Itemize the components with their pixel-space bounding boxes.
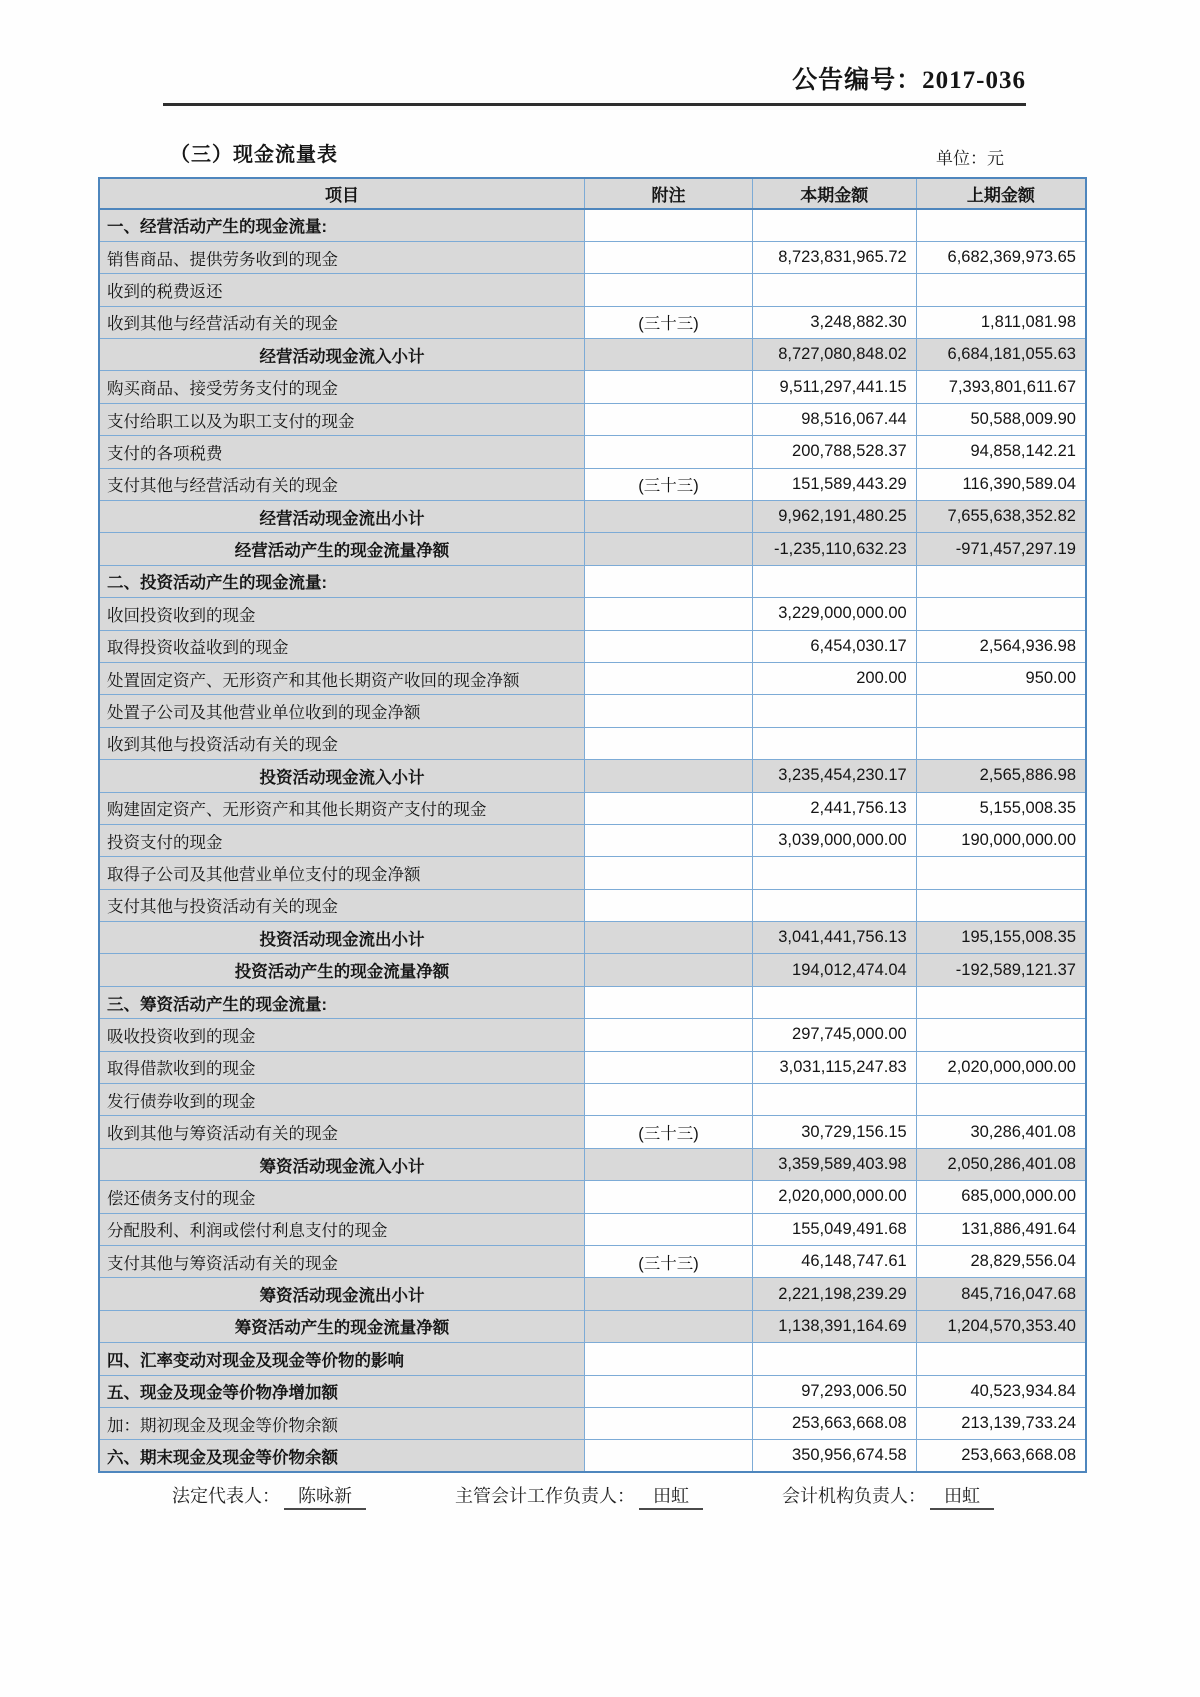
table-row — [99, 727, 1086, 759]
table-row — [99, 695, 1086, 727]
table-row — [99, 1310, 1086, 1342]
note-cell — [585, 1213, 753, 1245]
current-amount-cell: 155,049,491.68 — [752, 1213, 916, 1245]
current-amount-cell: 2,020,000,000.00 — [752, 1181, 916, 1213]
note-cell — [585, 241, 753, 273]
item-cell: 取得子公司及其他营业单位支付的现金净额 — [99, 857, 585, 889]
current-amount-cell: 30,729,156.15 — [752, 1116, 916, 1148]
item-cell: 处置固定资产、无形资产和其他长期资产收回的现金净额 — [99, 662, 585, 694]
note-cell — [585, 857, 753, 889]
prior-amount-cell — [916, 274, 1086, 306]
item-cell: 投资活动现金流入小计 — [99, 760, 585, 792]
item-cell: 购建固定资产、无形资产和其他长期资产支付的现金 — [99, 792, 585, 824]
prior-amount-cell: 6,684,181,055.63 — [916, 339, 1086, 371]
note-cell — [585, 598, 753, 630]
note-cell — [585, 954, 753, 986]
current-amount-cell: 8,723,831,965.72 — [752, 241, 916, 273]
column-header-item: 项目 — [99, 178, 585, 209]
table-row — [99, 403, 1086, 435]
prior-amount-cell — [916, 1084, 1086, 1116]
legal-rep-name: 陈咏新 — [284, 1482, 366, 1510]
accounting-dept-name: 田虹 — [930, 1482, 994, 1510]
item-cell: 五、现金及现金等价物净增加额 — [99, 1375, 585, 1407]
item-cell: 取得投资收益收到的现金 — [99, 630, 585, 662]
table-row — [99, 468, 1086, 500]
cash-flow-table — [98, 177, 1087, 1473]
current-amount-cell: 200,788,528.37 — [752, 436, 916, 468]
item-cell: 筹资活动现金流入小计 — [99, 1148, 585, 1180]
item-cell: 收到其他与经营活动有关的现金 — [99, 306, 585, 338]
item-cell: 加：期初现金及现金等价物余额 — [99, 1407, 585, 1439]
current-amount-cell: -1,235,110,632.23 — [752, 533, 916, 565]
table-row — [99, 954, 1086, 986]
signature-line — [0, 1482, 1200, 1512]
note-cell — [585, 630, 753, 662]
prior-amount-cell: 685,000,000.00 — [916, 1181, 1086, 1213]
prior-amount-cell: 845,716,047.68 — [916, 1278, 1086, 1310]
prior-amount-cell: 6,682,369,973.65 — [916, 241, 1086, 273]
current-amount-cell — [752, 1084, 916, 1116]
prior-amount-cell: -192,589,121.37 — [916, 954, 1086, 986]
note-cell — [585, 986, 753, 1018]
item-cell: 投资活动现金流出小计 — [99, 922, 585, 954]
table-row — [99, 1375, 1086, 1407]
table-row — [99, 306, 1086, 338]
note-cell — [585, 889, 753, 921]
item-cell: 筹资活动现金流出小计 — [99, 1278, 585, 1310]
prior-amount-cell: 7,393,801,611.67 — [916, 371, 1086, 403]
prior-amount-cell: 2,020,000,000.00 — [916, 1051, 1086, 1083]
note-cell — [585, 1343, 753, 1375]
table-row — [99, 1116, 1086, 1148]
chief-accountant-name: 田虹 — [639, 1482, 703, 1510]
prior-amount-cell: 213,139,733.24 — [916, 1407, 1086, 1439]
note-cell — [585, 1310, 753, 1342]
current-amount-cell: 9,962,191,480.25 — [752, 501, 916, 533]
prior-amount-cell: 131,886,491.64 — [916, 1213, 1086, 1245]
table-row — [99, 792, 1086, 824]
statement-title: （三）现金流量表 — [170, 144, 338, 166]
current-amount-cell: 1,138,391,164.69 — [752, 1310, 916, 1342]
legal-representative — [172, 1482, 366, 1510]
prior-amount-cell: 190,000,000.00 — [916, 824, 1086, 856]
table-row — [99, 598, 1086, 630]
prior-amount-cell: 2,564,936.98 — [916, 630, 1086, 662]
item-cell: 吸收投资收到的现金 — [99, 1019, 585, 1051]
item-cell: 发行债券收到的现金 — [99, 1084, 585, 1116]
prior-amount-cell: 2,565,886.98 — [916, 760, 1086, 792]
note-cell — [585, 1375, 753, 1407]
item-cell: 筹资活动产生的现金流量净额 — [99, 1310, 585, 1342]
note-cell — [585, 371, 753, 403]
prior-amount-cell — [916, 695, 1086, 727]
item-cell: 二、投资活动产生的现金流量: — [99, 565, 585, 597]
current-amount-cell — [752, 565, 916, 597]
column-header-current-amount: 本期金额 — [752, 178, 916, 209]
table-row — [99, 1084, 1086, 1116]
column-header-note: 附注 — [585, 178, 753, 209]
table-row — [99, 533, 1086, 565]
current-amount-cell — [752, 986, 916, 1018]
note-cell — [585, 1148, 753, 1180]
item-cell: 支付给职工以及为职工支付的现金 — [99, 403, 585, 435]
item-cell: 经营活动现金流出小计 — [99, 501, 585, 533]
prior-amount-cell: 94,858,142.21 — [916, 436, 1086, 468]
table-row — [99, 1148, 1086, 1180]
item-cell: 偿还债务支付的现金 — [99, 1181, 585, 1213]
cash-flow-table-body — [99, 209, 1086, 1472]
prior-amount-cell — [916, 889, 1086, 921]
note-cell — [585, 436, 753, 468]
item-cell: 处置子公司及其他营业单位收到的现金净额 — [99, 695, 585, 727]
note-cell — [585, 339, 753, 371]
prior-amount-cell — [916, 209, 1086, 241]
note-cell — [585, 1407, 753, 1439]
current-amount-cell — [752, 695, 916, 727]
item-cell: 支付的各项税费 — [99, 436, 585, 468]
current-amount-cell: 253,663,668.08 — [752, 1407, 916, 1439]
current-amount-cell — [752, 209, 916, 241]
table-row — [99, 922, 1086, 954]
prior-amount-cell: 195,155,008.35 — [916, 922, 1086, 954]
note-cell — [585, 1278, 753, 1310]
prior-amount-cell: 28,829,556.04 — [916, 1246, 1086, 1278]
current-amount-cell — [752, 857, 916, 889]
note-cell — [585, 824, 753, 856]
current-amount-cell — [752, 889, 916, 921]
note-cell — [585, 533, 753, 565]
prior-amount-cell — [916, 1343, 1086, 1375]
note-cell — [585, 727, 753, 759]
note-cell — [585, 274, 753, 306]
table-row — [99, 857, 1086, 889]
table-row — [99, 986, 1086, 1018]
current-amount-cell — [752, 1343, 916, 1375]
header-divider-line — [163, 103, 1026, 106]
item-cell: 投资活动产生的现金流量净额 — [99, 954, 585, 986]
item-cell: 三、筹资活动产生的现金流量: — [99, 986, 585, 1018]
item-cell: 投资支付的现金 — [99, 824, 585, 856]
current-amount-cell: 151,589,443.29 — [752, 468, 916, 500]
note-cell — [585, 209, 753, 241]
note-cell — [585, 1440, 753, 1472]
prior-amount-cell: -971,457,297.19 — [916, 533, 1086, 565]
prior-amount-cell: 50,588,009.90 — [916, 403, 1086, 435]
table-row — [99, 630, 1086, 662]
item-cell: 经营活动产生的现金流量净额 — [99, 533, 585, 565]
note-cell — [585, 1019, 753, 1051]
current-amount-cell: 8,727,080,848.02 — [752, 339, 916, 371]
table-row — [99, 1440, 1086, 1472]
table-row — [99, 241, 1086, 273]
note-cell: (三十三) — [585, 1116, 753, 1148]
current-amount-cell: 3,039,000,000.00 — [752, 824, 916, 856]
table-row — [99, 760, 1086, 792]
table-row — [99, 662, 1086, 694]
note-cell — [585, 922, 753, 954]
table-row — [99, 371, 1086, 403]
table-row — [99, 274, 1086, 306]
note-cell — [585, 695, 753, 727]
prior-amount-cell: 30,286,401.08 — [916, 1116, 1086, 1148]
prior-amount-cell: 5,155,008.35 — [916, 792, 1086, 824]
item-cell: 六、期末现金及现金等价物余额 — [99, 1440, 585, 1472]
table-row — [99, 824, 1086, 856]
legal-rep-label: 法定代表人： — [172, 1486, 280, 1506]
item-cell: 支付其他与经营活动有关的现金 — [99, 468, 585, 500]
prior-amount-cell — [916, 598, 1086, 630]
current-amount-cell — [752, 727, 916, 759]
prior-amount-cell — [916, 857, 1086, 889]
current-amount-cell: 2,441,756.13 — [752, 792, 916, 824]
current-amount-cell: 3,248,882.30 — [752, 306, 916, 338]
current-amount-cell: 6,454,030.17 — [752, 630, 916, 662]
table-row — [99, 1278, 1086, 1310]
note-cell — [585, 792, 753, 824]
item-cell: 四、汇率变动对现金及现金等价物的影响 — [99, 1343, 585, 1375]
item-cell: 收到其他与投资活动有关的现金 — [99, 727, 585, 759]
note-cell: (三十三) — [585, 468, 753, 500]
current-amount-cell: 2,221,198,239.29 — [752, 1278, 916, 1310]
current-amount-cell: 297,745,000.00 — [752, 1019, 916, 1051]
table-row — [99, 1343, 1086, 1375]
unit-label: 单位：元 — [936, 149, 1004, 168]
current-amount-cell: 46,148,747.61 — [752, 1246, 916, 1278]
item-cell: 经营活动现金流入小计 — [99, 339, 585, 371]
current-amount-cell: 9,511,297,441.15 — [752, 371, 916, 403]
item-cell: 分配股利、利润或偿付利息支付的现金 — [99, 1213, 585, 1245]
current-amount-cell: 3,235,454,230.17 — [752, 760, 916, 792]
table-row — [99, 1181, 1086, 1213]
prior-amount-cell: 7,655,638,352.82 — [916, 501, 1086, 533]
table-row — [99, 501, 1086, 533]
prior-amount-cell: 40,523,934.84 — [916, 1375, 1086, 1407]
note-cell: (三十三) — [585, 1246, 753, 1278]
table-row — [99, 1246, 1086, 1278]
note-cell — [585, 565, 753, 597]
chief-accountant — [455, 1482, 703, 1510]
current-amount-cell: 3,229,000,000.00 — [752, 598, 916, 630]
prior-amount-cell: 2,050,286,401.08 — [916, 1148, 1086, 1180]
item-cell: 收回投资收到的现金 — [99, 598, 585, 630]
prior-amount-cell — [916, 1019, 1086, 1051]
current-amount-cell: 97,293,006.50 — [752, 1375, 916, 1407]
current-amount-cell: 3,041,441,756.13 — [752, 922, 916, 954]
note-cell: (三十三) — [585, 306, 753, 338]
note-cell — [585, 403, 753, 435]
item-cell: 一、经营活动产生的现金流量: — [99, 209, 585, 241]
table-row — [99, 436, 1086, 468]
table-row — [99, 1407, 1086, 1439]
current-amount-cell: 98,516,067.44 — [752, 403, 916, 435]
table-row — [99, 1019, 1086, 1051]
item-cell: 销售商品、提供劳务收到的现金 — [99, 241, 585, 273]
item-cell: 支付其他与筹资活动有关的现金 — [99, 1246, 585, 1278]
item-cell: 支付其他与投资活动有关的现金 — [99, 889, 585, 921]
table-row — [99, 339, 1086, 371]
current-amount-cell: 200.00 — [752, 662, 916, 694]
table-header-row — [99, 178, 1086, 209]
note-cell — [585, 1181, 753, 1213]
current-amount-cell: 3,031,115,247.83 — [752, 1051, 916, 1083]
prior-amount-cell: 253,663,668.08 — [916, 1440, 1086, 1472]
prior-amount-cell: 1,204,570,353.40 — [916, 1310, 1086, 1342]
prior-amount-cell: 950.00 — [916, 662, 1086, 694]
table-row — [99, 209, 1086, 241]
prior-amount-cell: 1,811,081.98 — [916, 306, 1086, 338]
current-amount-cell: 194,012,474.04 — [752, 954, 916, 986]
prior-amount-cell — [916, 565, 1086, 597]
current-amount-cell: 350,956,674.58 — [752, 1440, 916, 1472]
note-cell — [585, 501, 753, 533]
chief-accountant-label: 主管会计工作负责人： — [455, 1486, 635, 1506]
current-amount-cell: 3,359,589,403.98 — [752, 1148, 916, 1180]
note-cell — [585, 1084, 753, 1116]
prior-amount-cell: 116,390,589.04 — [916, 468, 1086, 500]
accounting-department-head — [782, 1482, 994, 1510]
item-cell: 收到的税费返还 — [99, 274, 585, 306]
column-header-prior-amount: 上期金额 — [916, 178, 1086, 209]
prior-amount-cell — [916, 986, 1086, 1018]
table-row — [99, 565, 1086, 597]
note-cell — [585, 760, 753, 792]
note-cell — [585, 1051, 753, 1083]
accounting-dept-label: 会计机构负责人： — [782, 1486, 926, 1506]
current-amount-cell — [752, 274, 916, 306]
table-row — [99, 889, 1086, 921]
table-row — [99, 1213, 1086, 1245]
item-cell: 购买商品、接受劳务支付的现金 — [99, 371, 585, 403]
prior-amount-cell — [916, 727, 1086, 759]
note-cell — [585, 662, 753, 694]
item-cell: 收到其他与筹资活动有关的现金 — [99, 1116, 585, 1148]
announcement-number: 公告编号：2017-036 — [792, 67, 1026, 94]
table-row — [99, 1051, 1086, 1083]
item-cell: 取得借款收到的现金 — [99, 1051, 585, 1083]
